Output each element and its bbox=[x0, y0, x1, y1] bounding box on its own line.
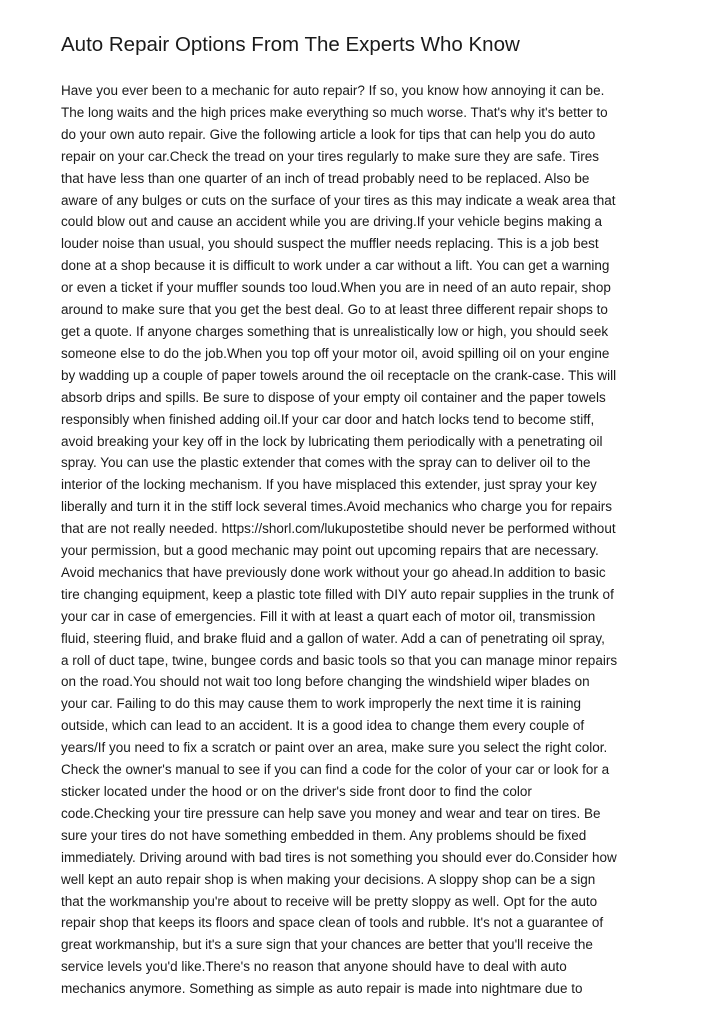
article-line: code.Checking your tire pressure can help save you money and wear and tear on tires. Be bbox=[61, 805, 601, 821]
article-line: louder noise than usual, you should suspect the muffler needs replacing. This is a job best bbox=[61, 236, 599, 252]
article-line: that are not really needed. https://shorl.com/lukupostetibe should never be performed without bbox=[61, 521, 616, 537]
article-line: mechanics anymore. Something as simple as auto repair is made into nightmare due to bbox=[61, 981, 583, 997]
article-line: or even a ticket if your muffler sounds too loud.When you are in need of an auto repair, shop bbox=[61, 280, 611, 296]
article-line: responsibly when finished adding oil.If your car door and hatch locks tend to become stiff, bbox=[61, 411, 595, 427]
article-line: years/If you need to fix a scratch or paint over an area, make sure you select the right color. bbox=[61, 740, 608, 756]
article-line: outside, which can lead to an accident. It is a good idea to change them every couple of bbox=[61, 718, 585, 734]
article-body bbox=[61, 80, 661, 1000]
article-line: get a quote. If anyone charges something that is unrealistically low or high, you should seek bbox=[61, 323, 609, 339]
article-line: done at a shop because it is difficult to work under a car without a lift. You can get a warning bbox=[61, 258, 610, 274]
article-line: avoid breaking your key off in the lock by lubricating them periodically with a penetrating oil bbox=[61, 433, 603, 449]
article-line: absorb drips and spills. Be sure to dispose of your empty oil container and the paper towels bbox=[61, 389, 606, 405]
article-line: around to make sure that you get the best deal. Go to at least three different repair shops to bbox=[61, 302, 608, 318]
article-line: tire changing equipment, keep a plastic tote filled with DIY auto repair supplies in the trunk of bbox=[61, 586, 614, 602]
article-line: repair shop that keeps its floors and space clean of tools and rubble. It's not a guarantee of bbox=[61, 915, 604, 931]
article-line: your permission, but a good mechanic may point out upcoming repairs that are necessary. bbox=[61, 543, 599, 559]
article-line: immediately. Driving around with bad tires is not something you should ever do.Consider how bbox=[61, 849, 617, 865]
article-line: fluid, steering fluid, and brake fluid and a gallon of water. Add a can of penetrating oil spray, bbox=[61, 630, 605, 646]
article-line: on the road.You should not wait too long before changing the windshield wiper blades on bbox=[61, 674, 590, 690]
article-line: spray. You can use the plastic extender that comes with the spray can to deliver oil to the bbox=[61, 455, 591, 471]
article-line: sticker located under the hood or on the driver's side front door to find the color bbox=[61, 784, 532, 799]
article-line: by wadding up a couple of paper towels around the oil receptacle on the crank-case. This will bbox=[61, 367, 617, 383]
article-line: your car in case of emergencies. Fill it with at least a quart each of motor oil, transmission bbox=[61, 608, 596, 624]
article-line: your car. Failing to do this may cause them to work improperly the next time it is raining bbox=[61, 696, 581, 712]
article-line: aware of any bulges or cuts on the surface of your tires as this may indicate a weak area that bbox=[61, 192, 616, 208]
article-line: great workmanship, but it's a sure sign that your chances are better that you'll receive the bbox=[61, 937, 593, 953]
article-line: that the workmanship you're about to receive will be pretty sloppy as well. Opt for the auto bbox=[61, 893, 598, 909]
article-line: Avoid mechanics that have previously done work without your go ahead.In addition to basic bbox=[61, 564, 606, 580]
article-line: that have less than one quarter of an inch of tread probably need to be replaced. Also be bbox=[61, 170, 590, 186]
article-line: repair on your car.Check the tread on your tires regularly to make sure they are safe. Tires bbox=[61, 148, 600, 164]
document-title: Auto Repair Options From The Experts Who Know bbox=[61, 33, 520, 56]
article-line: The long waits and the high prices make everything so much worse. That's why it's better to bbox=[61, 104, 608, 120]
article-line: a roll of duct tape, twine, bungee cords and basic tools so that you can manage minor repairs bbox=[61, 652, 618, 668]
article-line: service levels you'd like.There's no reason that anyone should have to deal with auto bbox=[61, 959, 567, 975]
article-line: could blow out and cause an accident while you are driving.If your vehicle begins making a bbox=[61, 214, 603, 230]
article-line: well kept an auto repair shop is when making your decisions. A sloppy shop can be a sign bbox=[61, 871, 596, 887]
article-line: someone else to do the job.When you top off your motor oil, avoid spilling oil on your engine bbox=[61, 345, 610, 361]
article-line: Have you ever been to a mechanic for auto repair? If so, you know how annoying it can be. bbox=[61, 83, 605, 98]
article-line: sure your tires do not have something embedded in them. Any problems should be fixed bbox=[61, 827, 587, 843]
article-line: Check the owner's manual to see if you can find a code for the color of your car or look for a bbox=[61, 762, 610, 778]
article-line: interior of the locking mechanism. If you have misplaced this extender, just spray your key bbox=[61, 477, 597, 493]
article-line: liberally and turn it in the stiff lock several times.Avoid mechanics who charge you for repairs bbox=[61, 499, 613, 515]
article-line: do your own auto repair. Give the following article a look for tips that can help you do auto bbox=[61, 126, 596, 142]
